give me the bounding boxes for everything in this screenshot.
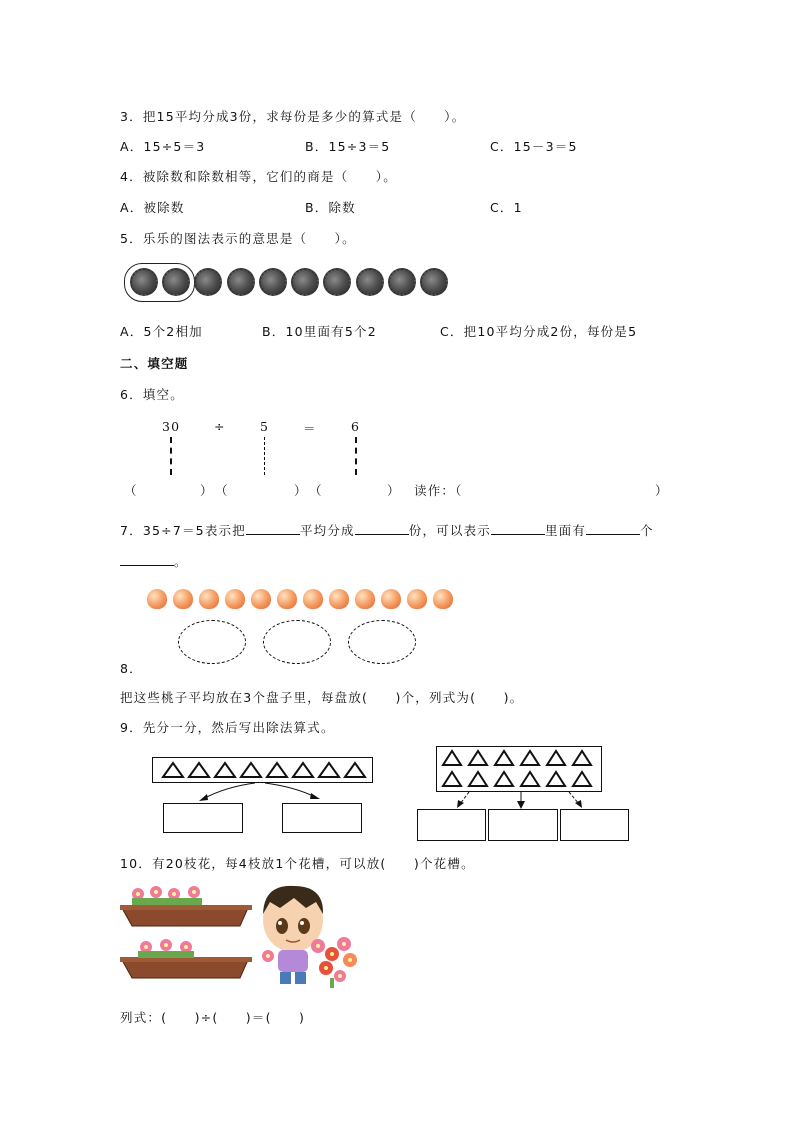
planter-icon: [120, 957, 252, 978]
q6-read-answer-blank[interactable]: [476, 478, 652, 498]
q9-stem: 9．先分一分，然后写出除法算式。: [120, 720, 335, 735]
q9-left-answer-box-1[interactable]: [163, 803, 243, 833]
q6-divisor: 5: [260, 419, 270, 434]
q3-option-b[interactable]: B．15÷3＝5: [305, 139, 391, 154]
q8-text: 把这些桃子平均放在3个盘子里，每盘放( )个，列式为( )。: [120, 690, 524, 705]
dashed-connector: [170, 437, 172, 475]
q5-option-c[interactable]: C．把10平均分成2份，每份是5: [440, 324, 638, 339]
q6-stem: 6．填空。: [120, 387, 184, 402]
q6-paren-close: ）: [294, 483, 308, 498]
plate-oval: [348, 620, 416, 664]
cookie-icon: [323, 268, 351, 296]
dashed-connector: [264, 437, 265, 475]
q7-text-6: 。: [174, 554, 188, 569]
plate-oval: [263, 620, 331, 664]
q5-option-a[interactable]: A．5个2相加: [120, 324, 203, 339]
q6-read-label: 读作：（: [414, 483, 463, 498]
q6-answer-blank-divisor[interactable]: [231, 478, 293, 498]
q4-option-a[interactable]: A．被除数: [120, 200, 185, 215]
q9-left-answer-box-2[interactable]: [282, 803, 362, 833]
section-title: 二、填空题: [120, 356, 189, 371]
q6-equals-sign: ＝: [303, 421, 317, 436]
q10-formula: 列式：( )÷( )＝( ): [120, 1010, 306, 1025]
peach-icon: [433, 589, 453, 609]
cookie-icon: [227, 268, 255, 296]
q6-paren-open: （: [309, 483, 323, 498]
peach-icon: [381, 589, 401, 609]
dashed-connector: [355, 437, 357, 475]
q4-option-c[interactable]: C．1: [490, 200, 523, 215]
peach-icon: [329, 589, 349, 609]
q7-text-4: 里面有: [544, 523, 587, 538]
q6-answer-blank-dividend[interactable]: [140, 478, 198, 498]
q9-left-triangle-box: [152, 757, 373, 783]
q7-text-5: 个: [640, 523, 654, 538]
peach-icon: [147, 589, 167, 609]
q6-paren-close: ）: [387, 483, 401, 498]
plate-oval: [178, 620, 246, 664]
left-split-arrows: [195, 781, 325, 803]
cookie-icon: [162, 268, 190, 296]
cookie-icon: [420, 268, 448, 296]
q6-answer-blank-quotient[interactable]: [325, 478, 385, 498]
q9-right-answer-box-1[interactable]: [417, 809, 486, 841]
cookie-icon: [194, 268, 222, 296]
q7-sentence-end: [120, 552, 188, 570]
peach-icon: [277, 589, 297, 609]
q7-blank-parts[interactable]: [355, 522, 409, 535]
q7-text-2: 平均分成: [299, 523, 355, 538]
q7-text-3: 份，可以表示: [408, 523, 491, 538]
q3-option-a[interactable]: A．15÷5＝3: [120, 139, 206, 154]
q9-right-triangle-box: [436, 746, 602, 792]
peach-icon: [199, 589, 219, 609]
cookie-icon: [259, 268, 287, 296]
q7-text-1: 7．35÷7＝5表示把: [120, 523, 246, 538]
q10-flower-illustration: [118, 880, 368, 992]
peach-icon: [173, 589, 193, 609]
boy-icon: [263, 886, 323, 984]
peach-icon: [225, 589, 245, 609]
flower-icon: [132, 886, 202, 905]
triangle-grid: [437, 747, 601, 791]
flower-icon: [138, 939, 194, 958]
q6-read-close: ）: [655, 483, 669, 498]
q4-option-b[interactable]: B．除数: [305, 200, 356, 215]
q6-paren-close: ）: [200, 483, 214, 498]
q9-right-answer-box-2[interactable]: [488, 809, 558, 841]
q3-option-c[interactable]: C．15－3＝5: [490, 139, 578, 154]
q7-blank-dividend[interactable]: [246, 522, 300, 535]
q7-blank-count[interactable]: [586, 522, 640, 535]
q6-dividend: 30: [162, 419, 181, 434]
q3-stem: 3．把15平均分成3份，求每份是多少的算式是（ ）。: [120, 109, 466, 124]
q9-right-answer-box-3[interactable]: [560, 809, 629, 841]
cookie-icon: [130, 268, 158, 296]
q7-blank-total[interactable]: [491, 522, 545, 535]
peach-icon: [303, 589, 323, 609]
q8-number: 8．: [120, 661, 143, 676]
q5-option-b[interactable]: B．10里面有5个2: [262, 324, 377, 339]
triangle-row: [153, 758, 372, 782]
cookie-icon: [388, 268, 416, 296]
q7-blank-divisor[interactable]: [120, 553, 174, 566]
peach-icon: [407, 589, 427, 609]
q6-paren-open: （: [215, 483, 229, 498]
q6-quotient: 6: [351, 419, 361, 434]
right-split-arrows: [445, 790, 595, 810]
cookie-icon: [291, 268, 319, 296]
q6-divide-sign: ÷: [214, 419, 226, 434]
q7-sentence: [120, 521, 654, 539]
peach-icon: [251, 589, 271, 609]
q10-stem: 10．有20枝花，每4枝放1个花槽，可以放( )个花槽。: [120, 856, 475, 871]
planter-icon: [120, 905, 252, 926]
q4-stem: 4．被除数和除数相等，它们的商是（ ）。: [120, 169, 397, 184]
q6-paren-open: （: [124, 483, 138, 498]
q5-stem: 5．乐乐的图法表示的意思是（ ）。: [120, 231, 356, 246]
peach-icon: [355, 589, 375, 609]
cookie-icon: [356, 268, 384, 296]
